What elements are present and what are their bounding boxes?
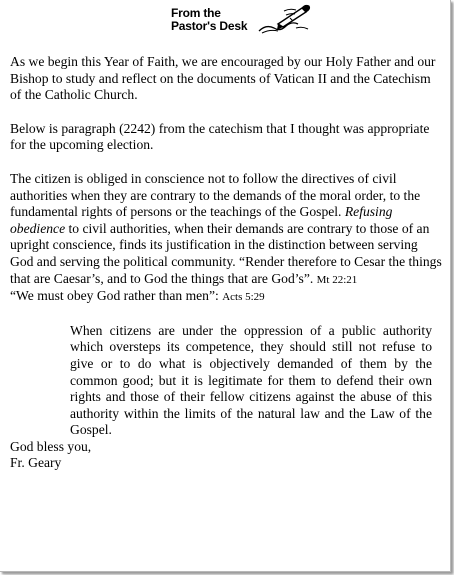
catechism-paragraph xyxy=(10,171,444,306)
closing-blessing: God bless you, xyxy=(10,438,92,454)
catechism-text-part1: The citizen is obliged in conscience not to follow the directives of civil authorities when they are contrary to the demands of the moral order, to the fundamental rights of persons or the teachings of the Gospel. xyxy=(10,170,421,220)
catechism-emphasis: Refusing obedience xyxy=(10,204,393,236)
indented-quote: When citizens are under the oppression of a public authority which oversteps its competence, they should still not refuse to give or to do what is objectively demanded of them by the common good; but it is legitimate for them to defend their own rights and those of their fellow citizens against the abuse of this authority within the limits of the natural law and the Law of the Gospel. xyxy=(70,322,432,438)
citation-acts: Acts 5:29 xyxy=(222,291,265,304)
pen-writing-icon xyxy=(256,2,314,36)
reference-paragraph: Below is paragraph (2242) from the catechism that I thought was appropriate for the upcoming election. xyxy=(10,120,430,153)
header xyxy=(10,2,444,42)
signature: Fr. Geary xyxy=(10,455,62,471)
header-title-line1: From the xyxy=(171,6,221,20)
intro-paragraph: As we begin this Year of Faith, we are encouraged by our Holy Father and our Bishop to study and reflect on the documents of Vatican II and the Catechism of the Catholic Church. xyxy=(10,54,436,103)
catechism-text-part3: “We must obey God rather than men”: xyxy=(10,288,223,304)
header-title-line2: Pastor's Desk xyxy=(171,19,248,33)
catechism-text-part2: to civil authorities, when their demands are contrary to those of an upright conscience, finds its justification in the distinction between serving God and serving the political community. “Render therefore to Cesar the things that are Caesar’s, and to God the things that are God’s”. xyxy=(10,220,442,286)
citation-matthew: Mt 22:21 xyxy=(316,273,358,286)
bulletin-page xyxy=(10,2,444,472)
header-title xyxy=(171,7,247,33)
